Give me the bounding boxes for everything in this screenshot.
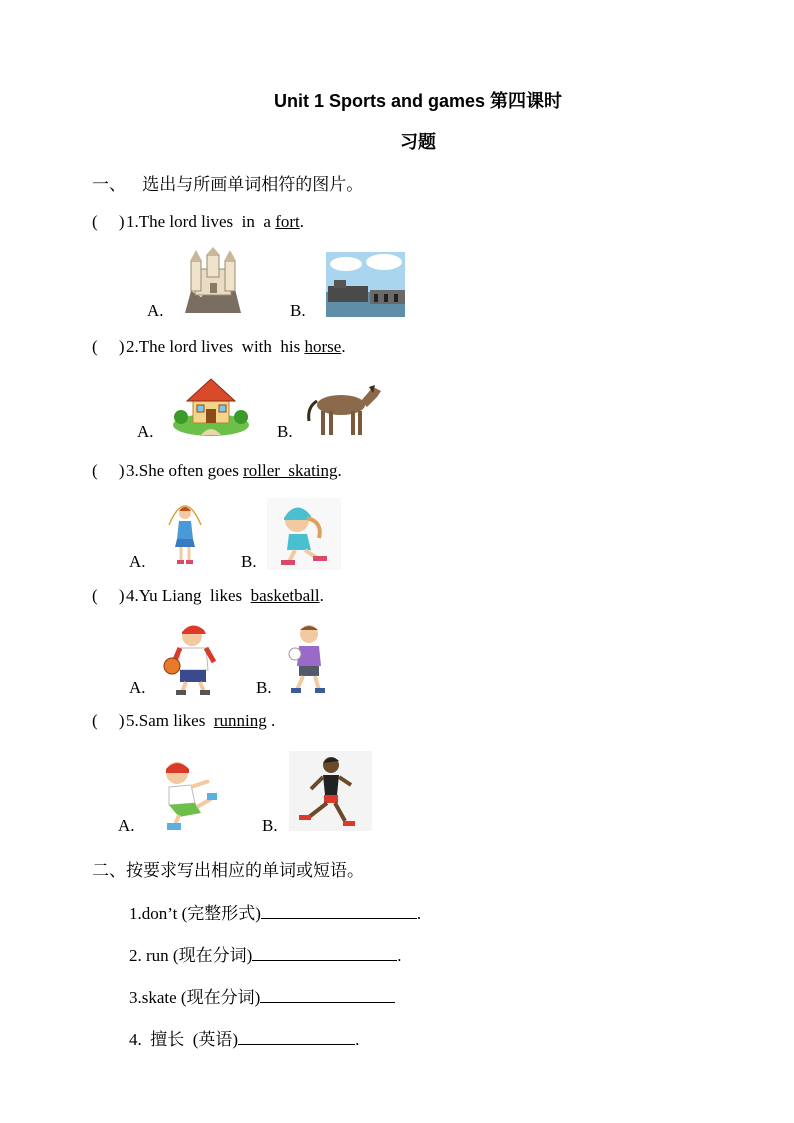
answer-line[interactable] bbox=[238, 1027, 355, 1045]
fort-harbor-image[interactable] bbox=[326, 252, 405, 317]
target-word: roller skating bbox=[243, 461, 338, 480]
horse-image[interactable] bbox=[303, 383, 388, 438]
page-subtitle: 习题 bbox=[400, 132, 436, 152]
answer-line[interactable] bbox=[252, 943, 397, 961]
question-2: ( )2.The lord lives with his horse. bbox=[92, 337, 346, 356]
fill-item-2: 2. run (现在分词) . bbox=[129, 941, 401, 966]
question-5: ( )5.Sam likes running . bbox=[92, 711, 276, 730]
option-b-label: B. bbox=[241, 552, 257, 571]
target-word: fort bbox=[275, 212, 300, 231]
girl-roller-skating-image[interactable] bbox=[267, 498, 341, 570]
option-a-label: A. bbox=[129, 678, 146, 697]
option-a-label: A. bbox=[118, 816, 135, 835]
page-title: Unit 1 Sports and games 第四课时 bbox=[273, 91, 563, 111]
question-1: ( )1.The lord lives in a fort. bbox=[92, 212, 304, 231]
fill-item-4: 4. 擅长 (英语) . bbox=[129, 1025, 359, 1050]
answer-line[interactable] bbox=[260, 985, 395, 1003]
answer-blank[interactable]: ( ) bbox=[92, 711, 125, 730]
girl-skipping-rope-image[interactable] bbox=[163, 495, 208, 568]
question-3: ( )3.She often goes roller skating. bbox=[92, 461, 342, 480]
target-word: basketball bbox=[250, 586, 320, 605]
fill-item-3: 3.skate (现在分词) bbox=[129, 983, 395, 1008]
boy-basketball-image[interactable] bbox=[160, 620, 220, 696]
question-4: ( )4.Yu Liang likes basketball. bbox=[92, 586, 324, 605]
option-b-label: B. bbox=[256, 678, 272, 697]
boy-volleyball-image[interactable] bbox=[283, 620, 331, 696]
target-word: horse bbox=[304, 337, 342, 356]
section-2-heading: 二、按要求写出相应的单词或短语。 bbox=[92, 861, 364, 881]
answer-blank[interactable]: ( ) bbox=[92, 212, 125, 231]
option-b-label: B. bbox=[277, 422, 293, 441]
man-running-image[interactable] bbox=[289, 751, 372, 831]
section-1-heading: 一、 选出与所画单词相符的图片。 bbox=[92, 175, 364, 195]
option-a-label: A. bbox=[147, 301, 164, 320]
target-word: running bbox=[213, 711, 267, 730]
answer-blank[interactable]: ( ) bbox=[92, 586, 125, 605]
castle-image[interactable] bbox=[185, 247, 241, 313]
boy-skating-image[interactable] bbox=[155, 755, 220, 833]
option-b-label: B. bbox=[262, 816, 278, 835]
option-a-label: A. bbox=[137, 422, 154, 441]
answer-blank[interactable]: ( ) bbox=[92, 337, 125, 356]
option-b-label: B. bbox=[290, 301, 306, 320]
house-image[interactable] bbox=[171, 375, 250, 437]
fill-item-1: 1.don’t (完整形式) . bbox=[129, 899, 421, 924]
option-a-label: A. bbox=[129, 552, 146, 571]
answer-blank[interactable]: ( ) bbox=[92, 461, 125, 480]
answer-line[interactable] bbox=[261, 901, 417, 919]
